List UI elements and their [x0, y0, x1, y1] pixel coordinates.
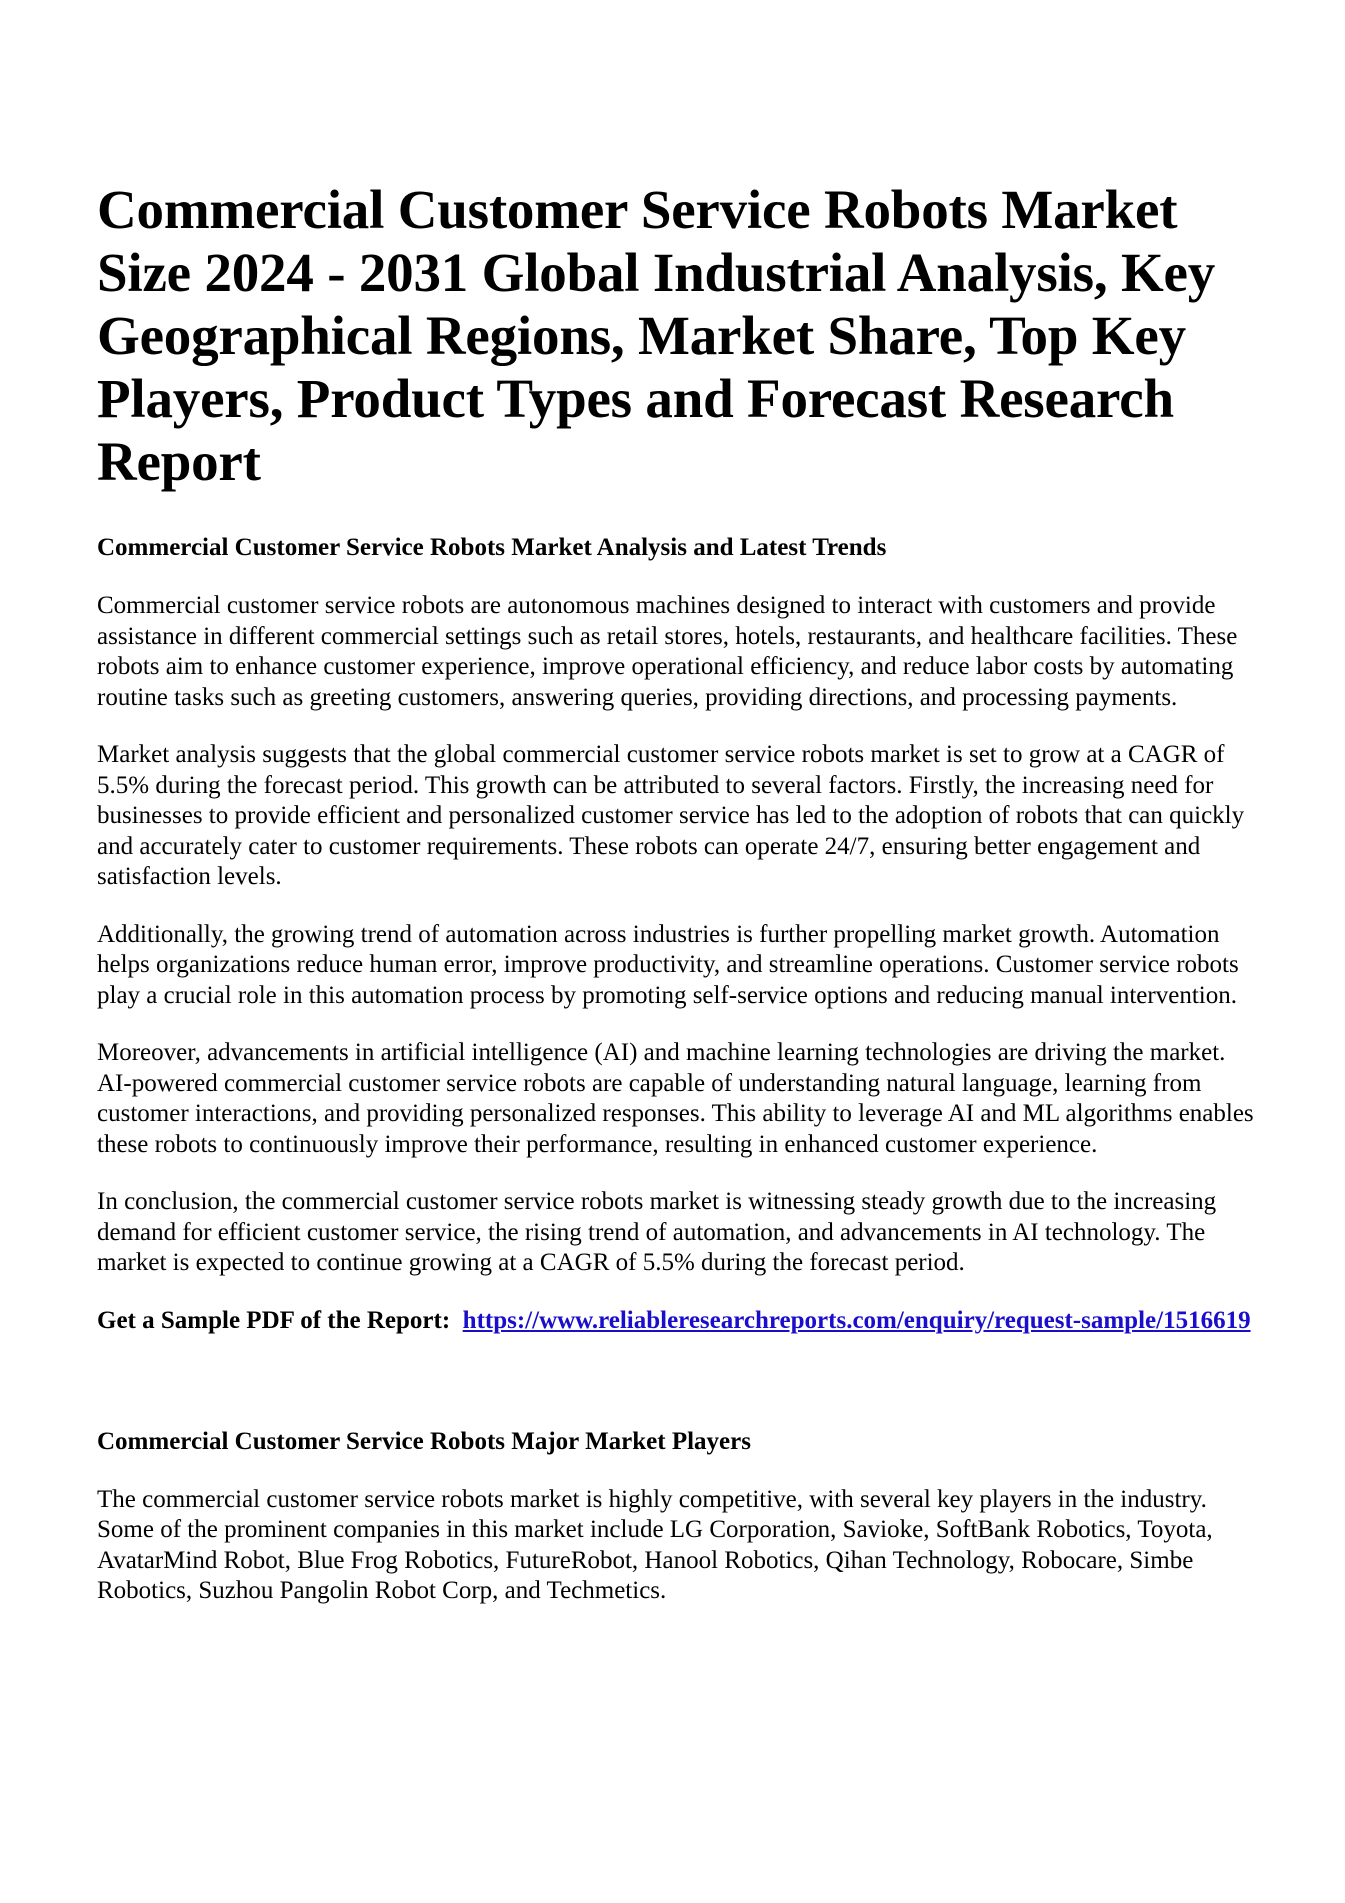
paragraph: The commercial customer service robots market is highly competitive, with several key players in the industry. Some of the prominent companies in this market include LG Corporation, Savioke, SoftBank Robotics, Toyota, AvatarMind Robot, Blue Frog Robotics, FutureRobot, Hanool Robotics, Qihan Technology, Robocare, Simbe Robotics, Suzhou Pangolin Robot Corp, and Techmetics. [97, 1485, 1213, 1604]
paragraph: Commercial customer service robots are autonomous machines designed to interact with customers and provide assistance in different commercial settings such as retail stores, hotels, restaurants, and healthcare facilities. These robots aim to enhance customer experience, improve operational efficiency, and reduce labor costs by automating routine tasks such as greeting customers, answering queries, providing directions, and processing payments. [97, 592, 1238, 711]
sample-pdf-label: Get a Sample PDF of the Report: [97, 1306, 451, 1334]
sample-pdf-link[interactable]: https://www.reliableresearchreports.com/enquiry/request-sample/1516619 [462, 1306, 1251, 1334]
section-heading-analysis: Commercial Customer Service Robots Market Analysis and Latest Trends [97, 534, 887, 561]
report-title: Commercial Customer Service Robots Market Size 2024 - 2031 Global Industrial Analysis, Key Geographical Regions, Market Share, Top Key Players, Product Types and Forecast Research Report [97, 179, 1216, 492]
paragraph: Moreover, advancements in artificial intelligence (AI) and machine learning technologies are driving the market. AI-powered commercial customer service robots are capable of understanding natural language, learning from customer interactions, and providing personalized responses. This ability to leverage AI and ML algorithms enables these robots to continuously improve their performance, resulting in enhanced customer experience. [97, 1039, 1254, 1158]
section-spacer [97, 1336, 1262, 1427]
section-heading-players: Commercial Customer Service Robots Major Market Players [97, 1427, 751, 1455]
paragraph: Market analysis suggests that the global commercial customer service robots market is set to grow at a CAGR of 5.5% during the forecast period. This growth can be attributed to several factors. Firstly, the increasing need for businesses to provide efficient and personalized customer service has led to the adoption of robots that can quickly and accurately cater to customer requirements. These robots can operate 24/7, ensuring better engagement and satisfaction levels. [97, 741, 1245, 890]
document-page [97, 178, 1262, 1634]
sample-pdf-line [97, 1306, 1262, 1336]
paragraph: Additionally, the growing trend of automation across industries is further propelling market growth. Automation helps organizations reduce human error, improve productivity, and streamline operations. Customer service robots play a crucial role in this automation process by promoting self-service options and reducing manual intervention. [97, 920, 1239, 1009]
paragraph: In conclusion, the commercial customer service robots market is witnessing steady growth due to the increasing demand for efficient customer service, the rising trend of automation, and advancements in AI technology. The market is expected to continue growing at a CAGR of 5.5% during the forecast period. [97, 1188, 1217, 1276]
